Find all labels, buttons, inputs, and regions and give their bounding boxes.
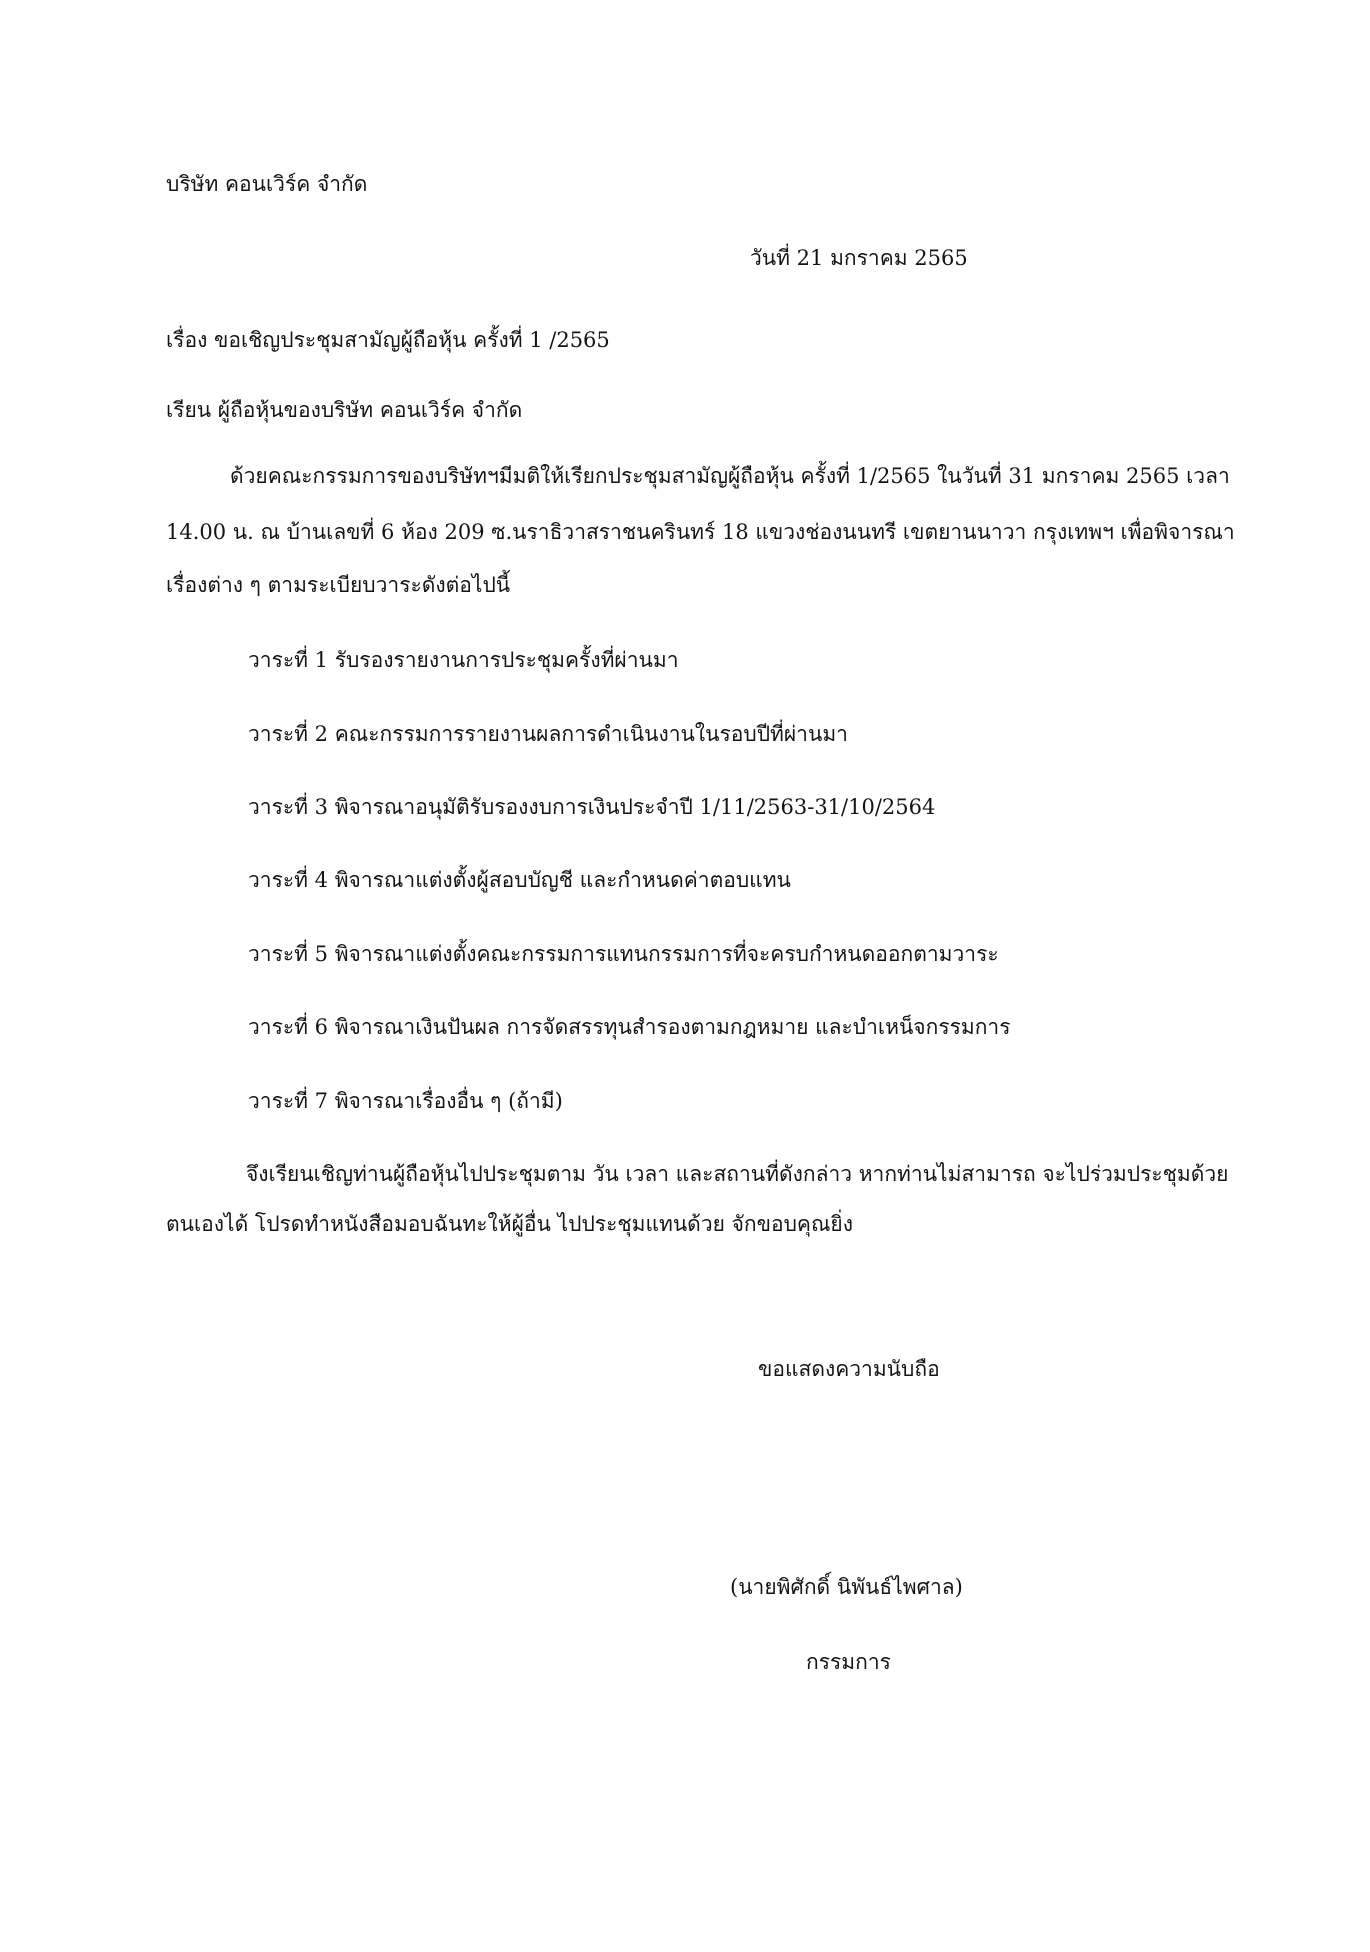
letter-date: วันที่ 21 มกราคม 2565 bbox=[750, 246, 968, 270]
agenda-item-4: วาระที่ 4 พิจารณาแต่งตั้งผู้สอบบัญชี และกำหนดค่าตอบแทน bbox=[248, 868, 791, 892]
letter-subject: เรื่อง ขอเชิญประชุมสามัญผู้ถือหุ้น ครั้งที่ 1 /2565 bbox=[166, 328, 610, 352]
company-header: บริษัท คอนเวิร์ค จำกัด bbox=[166, 172, 368, 196]
letter-recipient: เรียน ผู้ถือหุ้นของบริษัท คอนเวิร์ค จำกัด bbox=[166, 398, 523, 422]
closing-line-2: ตนเองได้ โปรดทำหนังสือมอบฉันทะให้ผู้อื่น ไปประชุมแทนด้วย จักขอบคุณยิ่ง bbox=[166, 1212, 853, 1236]
agenda-item-6: วาระที่ 6 พิจารณาเงินปันผล การจัดสรรทุนสำรองตามกฎหมาย และบำเหน็จกรรมการ bbox=[248, 1015, 1011, 1039]
body-line-1: ด้วยคณะกรรมการของบริษัทฯมีมติให้เรียกประชุมสามัญผู้ถือหุ้น ครั้งที่ 1/2565 ในวันที่ 31 มกราคม 2565 เวลา bbox=[230, 464, 1230, 488]
signer-name: (นายพิศักดิ์ นิพันธ์ไพศาล) bbox=[730, 1575, 963, 1599]
agenda-item-3: วาระที่ 3 พิจารณาอนุมัติรับรองงบการเงินประจำปี 1/11/2563-31/10/2564 bbox=[248, 795, 936, 819]
closing-line-1: จึงเรียนเชิญท่านผู้ถือหุ้นไปประชุมตาม วัน เวลา และสถานที่ดังกล่าว หากท่านไม่สามารถ จะไปร่วมประชุมด้วย bbox=[246, 1162, 1229, 1186]
agenda-item-5: วาระที่ 5 พิจารณาแต่งตั้งคณะกรรมการแทนกรรมการที่จะครบกำหนดออกตามวาระ bbox=[248, 942, 999, 966]
agenda-item-2: วาระที่ 2 คณะกรรมการรายงานผลการดำเนินงานในรอบปีที่ผ่านมา bbox=[248, 722, 848, 746]
body-line-2: 14.00 น. ณ บ้านเลขที่ 6 ห้อง 209 ซ.นราธิวาสราชนครินทร์ 18 แขวงช่องนนทรี เขตยานนาวา กรุงเทพฯ เพื่อพิจารณา bbox=[166, 520, 1235, 544]
agenda-item-1: วาระที่ 1 รับรองรายงานการประชุมครั้งที่ผ่านมา bbox=[248, 648, 679, 672]
agenda-item-7: วาระที่ 7 พิจารณาเรื่องอื่น ๆ (ถ้ามี) bbox=[248, 1089, 563, 1113]
body-line-3: เรื่องต่าง ๆ ตามระเบียบวาระดังต่อไปนี้ bbox=[166, 573, 511, 597]
signer-position: กรรมการ bbox=[806, 1650, 891, 1674]
closing-regards: ขอแสดงความนับถือ bbox=[758, 1357, 940, 1381]
